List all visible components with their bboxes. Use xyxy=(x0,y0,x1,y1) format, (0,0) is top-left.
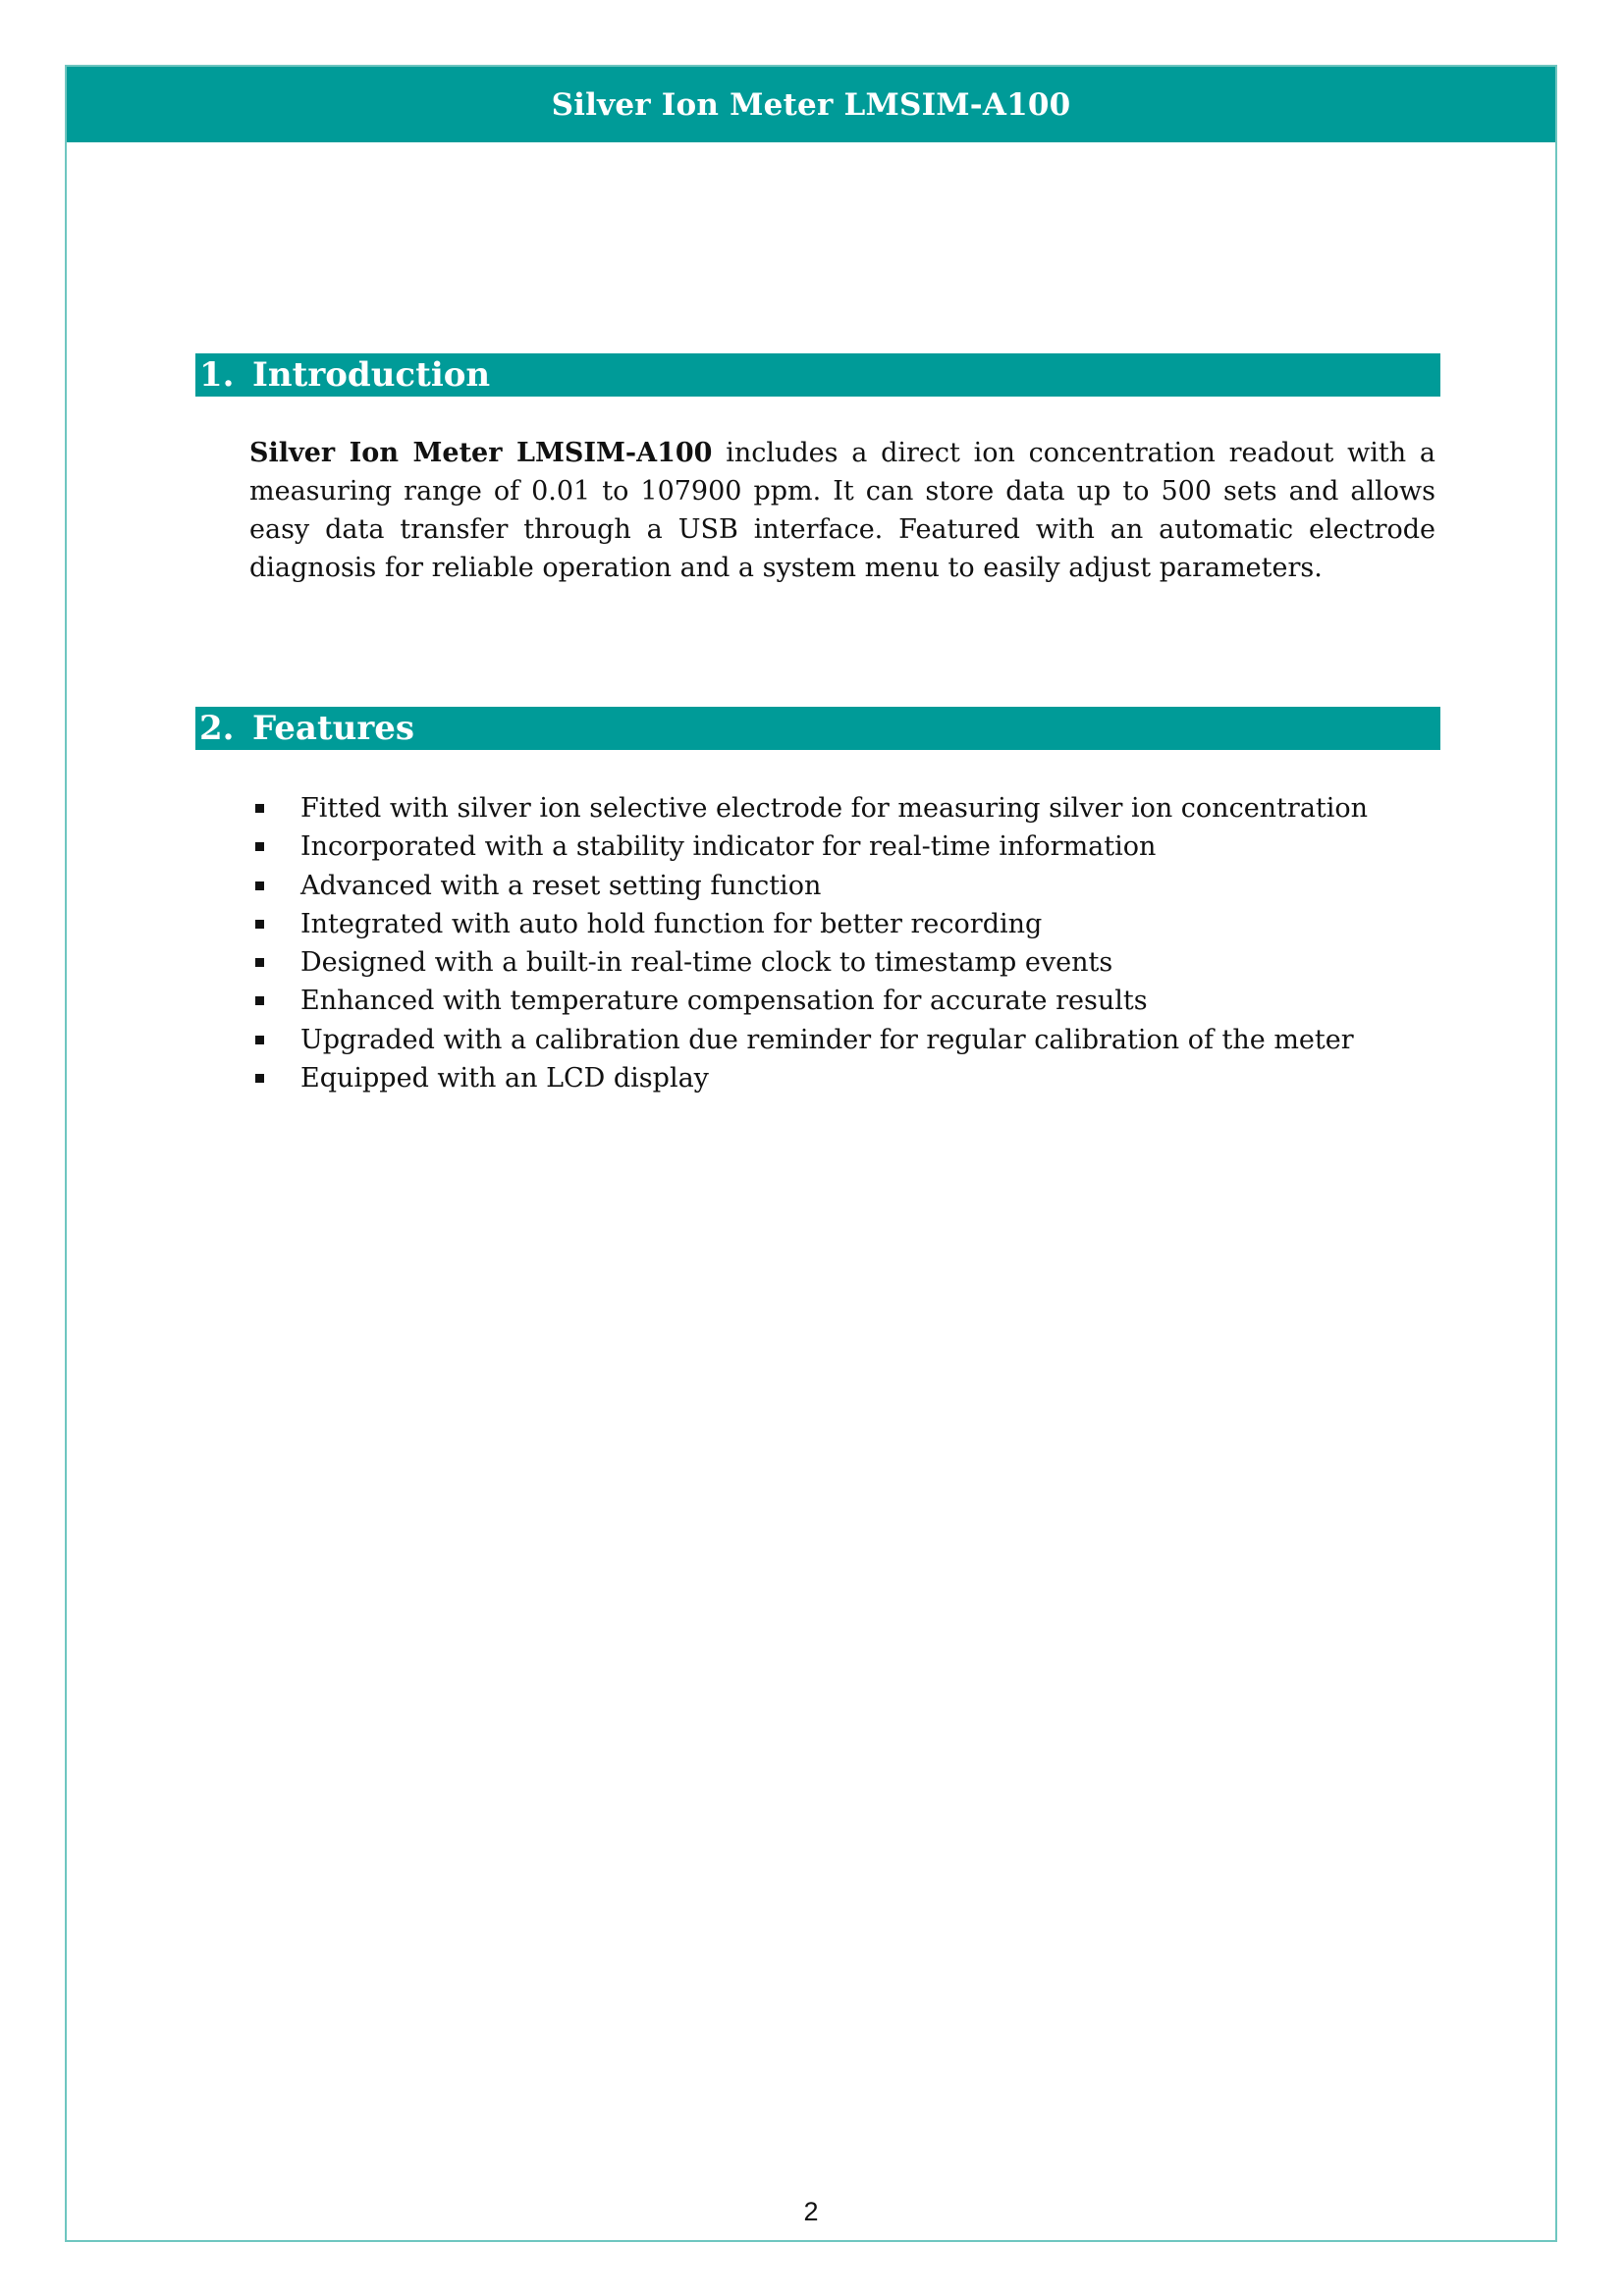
section-title: Introduction xyxy=(252,355,491,395)
document-title: Silver Ion Meter LMSIM-A100 xyxy=(551,86,1071,123)
square-bullet-icon xyxy=(255,842,264,851)
feature-text: Fitted with silver ion selective electrode for measuring silver ion concentration xyxy=(300,793,1369,824)
list-item xyxy=(249,905,1447,943)
section-title: Features xyxy=(252,709,415,748)
section-heading-features xyxy=(195,707,1440,750)
list-item xyxy=(249,982,1447,1020)
feature-text: Upgraded with a calibration due reminder for regular calibration of the meter xyxy=(300,1024,1354,1055)
product-name: Silver Ion Meter LMSIM-A100 xyxy=(249,438,713,468)
feature-text: Equipped with an LCD display xyxy=(300,1063,709,1095)
square-bullet-icon xyxy=(255,996,264,1005)
feature-text: Integrated with auto hold function for better recording xyxy=(300,908,1043,939)
square-bullet-icon xyxy=(255,881,264,890)
list-item xyxy=(249,828,1447,866)
features-list xyxy=(249,789,1447,1097)
section-heading-introduction xyxy=(195,353,1440,397)
square-bullet-icon xyxy=(255,1074,264,1083)
square-bullet-icon xyxy=(255,920,264,929)
list-item xyxy=(249,867,1447,905)
document-header xyxy=(67,67,1555,142)
list-item xyxy=(249,943,1447,982)
feature-text: Incorporated with a stability indicator for real-time information xyxy=(300,831,1157,863)
feature-text: Enhanced with temperature compensation for accurate results xyxy=(300,986,1148,1017)
introduction-paragraph xyxy=(249,434,1435,587)
square-bullet-icon xyxy=(255,804,264,813)
section-number: 2. xyxy=(199,709,235,748)
list-item xyxy=(249,1059,1447,1097)
feature-text: Designed with a built-in real-time clock to timestamp events xyxy=(300,947,1113,979)
square-bullet-icon xyxy=(255,958,264,967)
introduction-body: includes a direct ion concentration readout with a measuring range of 0.01 to 107900 ppm. It can store data up to 500 sets and allows easy data transfer through a USB interface. Featured with an automatic electrode diagnosis for reliable operation and a system menu to easily adjust parameters. xyxy=(249,438,1435,583)
square-bullet-icon xyxy=(255,1036,264,1044)
section-number: 1. xyxy=(199,355,235,395)
page-frame xyxy=(65,65,1557,2242)
page-number: 2 xyxy=(803,2197,819,2226)
list-item xyxy=(249,789,1447,828)
feature-text: Advanced with a reset setting function xyxy=(300,870,822,901)
list-item xyxy=(249,1021,1447,1059)
